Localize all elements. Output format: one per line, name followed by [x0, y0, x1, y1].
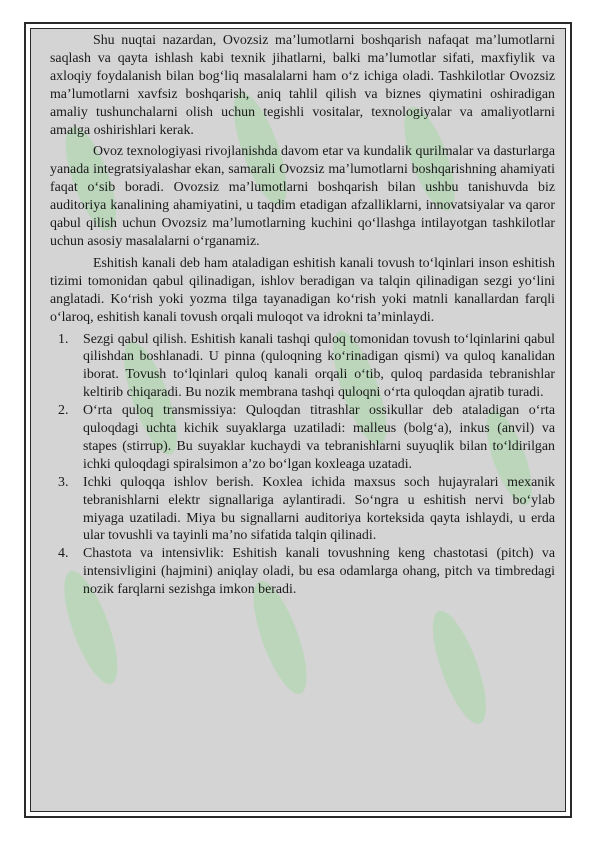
paragraph-2: Ovoz texnologiyasi rivojlanishda davom etar va kundalik qurilmalar va dasturlarga yanada integratsiyalashar ekan, samarali Ovozsiz ma’lumotlarni boshqarishning ahamiyati faqat o‘sib boradi. Ovozsiz ma’lumotlarni boshqarish bilan ushbu tanishuvda biz auditoriya kanalining ahamiyatini, u taqdim etadigan afzalliklarni, innovatsiyalar va qaror qabul qilish uchun Ovozsiz ma’lumotlarning kuchini qo‘llashga intilayotgan tashkilotlar uchun asosiy masalalarni o‘rganamiz. — [50, 144, 555, 249]
list-number: 4. — [58, 546, 69, 562]
numbered-list — [50, 331, 555, 600]
list-item — [50, 545, 555, 599]
list-item — [50, 402, 555, 474]
list-item-text: Chastota va intensivlik: Eshitish kanali tovushning keng chastotasi (pitch) va intensivligini (hajmini) aniqlay oladi, bu esa odamlarga ohang, pitch va timbredagi nozik farqlarni sezishga imkon beradi. — [83, 546, 555, 598]
document-body — [50, 32, 555, 599]
list-item-text: Ichki quloqqa ishlov berish. Koxlea ichida maxsus soch hujayralari mexanik tebranishlarni elektr signallariga aylantiradi. So‘ngra u eshitish nervi bo‘ylab miyaga uzatiladi. Miya bu signallarni auditoriya korteksida qayta ishlaydi, u erda ular tovushli va tayinli ma’no sifatida talqin qilinadi. — [83, 474, 555, 544]
paragraph-3: Eshitish kanali deb ham ataladigan eshitish kanali tovush to‘lqinlari inson eshitish tizimi tomonidan qabul qilinadigan, ishlov beradigan va talqin qilinadigan sezgi yo‘lini anglatadi. Ko‘rish yoki yozma tilga tayanadigan ko‘rish yoki matnli kanallardan farqli o‘laroq, eshitish kanali tovush orqali muloqot va idrokni ta’minlaydi. — [50, 255, 555, 325]
list-item — [50, 331, 555, 403]
list-number: 1. — [58, 331, 69, 347]
list-number: 2. — [58, 403, 69, 419]
list-number: 3. — [58, 474, 69, 490]
list-item — [50, 474, 555, 546]
list-item-text: Sezgi qabul qilish. Eshitish kanali tashqi quloq tomonidan tovush to‘lqinlarini qabul qilishdan boshlanadi. U pinna (quloqning ko‘rinadigan qismi) va quloq kanalidan iborat. Tovush to‘lqinlari quloq kanali orqali o‘tib, quloq pardasida tebranishlar keltirib chiqaradi. Bu nozik membrana tashqi quloqni o‘rta quloqdan ajratib turadi. — [83, 331, 555, 401]
list-item-text: O‘rta quloq transmissiya: Quloqdan titrashlar ossikullar deb ataladigan o‘rta quloqdagi uchta kichik suyaklarga uzatiladi: malleus (bolg‘a), inkus (anvil) va stapes (stirrup). Bu suyaklar kuchaydi va tebranishlarni suyuqlik bilan to‘ldirilgan ichki quloqdagi spiralsimon a’zo bo‘lgan koxleaga uzatadi. — [83, 403, 555, 472]
paragraph-1: Shu nuqtai nazardan, Ovozsiz ma’lumotlarni boshqarish nafaqat ma’lumotlarni saqlash va qayta ishlash kabi texnik jihatlarni, balki ma’lumotlar sifati, maxfiylik va axloqiy foydalanish bilan bog‘liq masalalarni ham o‘z ichiga oladi. Tashkilotlar Ovozsiz ma’lumotlarni xavfsiz boshqarish, aniq tahlil qilish va biznes qiymatini oshiradigan amaliy tushunchalarni olish uchun tegishli vositalar, texnologiyalar va amaliyotlarni amalga oshirishlari kerak. — [50, 33, 555, 138]
